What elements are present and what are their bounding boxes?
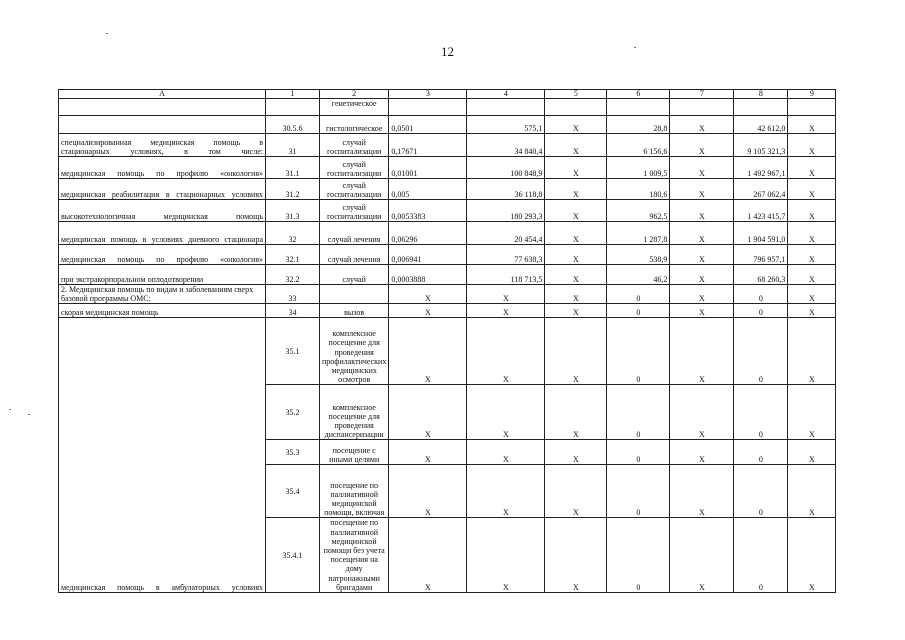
cell-c3 bbox=[389, 99, 467, 116]
table-row bbox=[59, 200, 836, 222]
cell-c2: комплексное посещение для проведения диспансеризации bbox=[320, 385, 389, 440]
cell-c9 bbox=[788, 99, 836, 116]
cell-c5: Х bbox=[545, 179, 607, 200]
cell-c9: Х bbox=[788, 318, 836, 385]
cell-c0: медицинская реабилитация в стационарных условиях bbox=[59, 179, 266, 200]
scan-speck bbox=[28, 414, 30, 415]
cell-c3: Х bbox=[389, 465, 467, 518]
cell-c2: случай лечения bbox=[320, 222, 389, 245]
cell-c5: Х bbox=[545, 134, 607, 157]
cell-c5: Х bbox=[545, 222, 607, 245]
cell-c1: 35.4.1 bbox=[266, 518, 320, 593]
cell-c9: Х bbox=[788, 440, 836, 465]
cell-c5: Х bbox=[545, 285, 607, 304]
cell-c7: Х bbox=[670, 116, 734, 134]
scan-speck bbox=[9, 409, 11, 410]
cell-c5: Х bbox=[545, 304, 607, 318]
table-row bbox=[59, 116, 836, 134]
column-number-row bbox=[59, 90, 836, 99]
cell-c9: Х bbox=[788, 245, 836, 265]
cell-c2: посещение по паллиативной медицинской помощи без учета посещения на дому патронажными бригадами bbox=[320, 518, 389, 593]
cell-c8: 1 904 591,0 bbox=[734, 222, 788, 245]
cell-c6: 46,2 bbox=[607, 265, 670, 285]
cell-c3: 0,005 bbox=[389, 179, 467, 200]
cell-c0: высокотехнологичная медицинская помощь bbox=[59, 200, 266, 222]
cell-c5 bbox=[545, 99, 607, 116]
cell-c8: 0 bbox=[734, 385, 788, 440]
cell-c4: 36 118,8 bbox=[467, 179, 545, 200]
cell-c8: 42 612,0 bbox=[734, 116, 788, 134]
cell-c5: Х bbox=[545, 200, 607, 222]
cell-c2: случай госпитализации bbox=[320, 179, 389, 200]
cell-c6: 0 bbox=[607, 518, 670, 593]
cell-c1 bbox=[266, 99, 320, 116]
ambulatory-label: медицинская помощь в амбулаторных условиях bbox=[59, 318, 266, 593]
cell-c8: 0 bbox=[734, 304, 788, 318]
cell-c9: Х bbox=[788, 179, 836, 200]
cell-c1: 31.2 bbox=[266, 179, 320, 200]
cell-c3: Х bbox=[389, 318, 467, 385]
cell-c3: Х bbox=[389, 518, 467, 593]
cell-c1: 35.2 bbox=[266, 385, 320, 440]
cell-c8 bbox=[734, 99, 788, 116]
cell-c1: 30.5.6 bbox=[266, 116, 320, 134]
cell-c3: 0,0003888 bbox=[389, 265, 467, 285]
cell-c2: посещение по паллиативной медицинской помощи, включая bbox=[320, 465, 389, 518]
cell-c8: 0 bbox=[734, 285, 788, 304]
cell-c1: 35.3 bbox=[266, 440, 320, 465]
column-header-2: 2 bbox=[320, 90, 389, 99]
cell-c7: Х bbox=[670, 385, 734, 440]
cell-c1: 32.1 bbox=[266, 245, 320, 265]
cell-c2: посещение с иными целями bbox=[320, 440, 389, 465]
cell-c8: 0 bbox=[734, 440, 788, 465]
cell-c5: Х bbox=[545, 440, 607, 465]
cell-c4: Х bbox=[467, 465, 545, 518]
table-row bbox=[59, 134, 836, 157]
column-header-1: 1 bbox=[266, 90, 320, 99]
cell-c2 bbox=[320, 285, 389, 304]
cell-c2: случай bbox=[320, 265, 389, 285]
cell-c6: 0 bbox=[607, 304, 670, 318]
cell-c6: 0 bbox=[607, 285, 670, 304]
cell-c6: 28,8 bbox=[607, 116, 670, 134]
cell-c0 bbox=[59, 116, 266, 134]
column-header-5: 5 bbox=[545, 90, 607, 99]
cell-c5: Х bbox=[545, 518, 607, 593]
cell-c6: 0 bbox=[607, 440, 670, 465]
cell-c4: Х bbox=[467, 318, 545, 385]
cell-c9: Х bbox=[788, 265, 836, 285]
cell-c9: Х bbox=[788, 157, 836, 179]
data-table bbox=[58, 89, 836, 593]
cell-c4: Х bbox=[467, 518, 545, 593]
cell-c7: Х bbox=[670, 134, 734, 157]
cell-c6: 1 009,5 bbox=[607, 157, 670, 179]
cell-c6: 0 bbox=[607, 465, 670, 518]
cell-c6: 180,6 bbox=[607, 179, 670, 200]
cell-c4: 575,1 bbox=[467, 116, 545, 134]
cell-c7: Х bbox=[670, 518, 734, 593]
cell-c6: 0 bbox=[607, 318, 670, 385]
page-number: 12 bbox=[441, 44, 454, 59]
table-row bbox=[59, 245, 836, 265]
cell-c3: Х bbox=[389, 440, 467, 465]
cell-c1: 35.4 bbox=[266, 465, 320, 518]
table-row bbox=[59, 222, 836, 245]
table-row bbox=[59, 265, 836, 285]
cell-c4: 34 840,4 bbox=[467, 134, 545, 157]
cell-c7: Х bbox=[670, 222, 734, 245]
cell-c2: случай лечения bbox=[320, 245, 389, 265]
cell-c9: Х bbox=[788, 304, 836, 318]
scan-speck bbox=[106, 33, 108, 34]
cell-c1: 34 bbox=[266, 304, 320, 318]
cell-c3: Х bbox=[389, 304, 467, 318]
column-header-7: 7 bbox=[670, 90, 734, 99]
cell-c3: 0,01001 bbox=[389, 157, 467, 179]
cell-c4: 20 454,4 bbox=[467, 222, 545, 245]
cell-c3: Х bbox=[389, 285, 467, 304]
cell-c4: 100 848,9 bbox=[467, 157, 545, 179]
cell-c7: Х bbox=[670, 285, 734, 304]
cell-c4: 77 638,3 bbox=[467, 245, 545, 265]
cell-c4: Х bbox=[467, 285, 545, 304]
cell-c1: 31.1 bbox=[266, 157, 320, 179]
cell-c1: 31.3 bbox=[266, 200, 320, 222]
cell-c5: Х bbox=[545, 265, 607, 285]
cell-c6: 962,5 bbox=[607, 200, 670, 222]
cell-c2: вызов bbox=[320, 304, 389, 318]
cell-c1: 32 bbox=[266, 222, 320, 245]
cell-c9: Х bbox=[788, 465, 836, 518]
cell-c4: Х bbox=[467, 304, 545, 318]
cell-c8: 68 260,3 bbox=[734, 265, 788, 285]
column-header-8: 8 bbox=[734, 90, 788, 99]
cell-c3: 0,17671 bbox=[389, 134, 467, 157]
cell-c7: Х bbox=[670, 179, 734, 200]
cell-c9: Х bbox=[788, 200, 836, 222]
cell-c1: 33 bbox=[266, 285, 320, 304]
cell-c2: случай госпитализации bbox=[320, 157, 389, 179]
cell-c3: 0,0501 bbox=[389, 116, 467, 134]
cell-c8: 0 bbox=[734, 465, 788, 518]
cell-c5: Х bbox=[545, 465, 607, 518]
cell-c0: 2. Медицинская помощь по видам и заболеваниям сверх базовой программы ОМС: bbox=[59, 285, 266, 304]
cell-c4: Х bbox=[467, 385, 545, 440]
cell-c5: Х bbox=[545, 385, 607, 440]
scan-speck bbox=[634, 47, 636, 48]
cell-c6: 538,9 bbox=[607, 245, 670, 265]
cell-c7: Х bbox=[670, 304, 734, 318]
cell-c7: Х bbox=[670, 245, 734, 265]
cell-c3: 0,06296 bbox=[389, 222, 467, 245]
cell-c7: Х bbox=[670, 157, 734, 179]
cell-c2: случай госпитализации bbox=[320, 200, 389, 222]
cell-c9: Х bbox=[788, 134, 836, 157]
column-header-6: 6 bbox=[607, 90, 670, 99]
cell-c2: комплексное посещение для проведения профилактических медицинских осмотров bbox=[320, 318, 389, 385]
cell-c1: 32.2 bbox=[266, 265, 320, 285]
cell-c7 bbox=[670, 99, 734, 116]
cell-c9: Х bbox=[788, 222, 836, 245]
cell-c2: случай госпитализации bbox=[320, 134, 389, 157]
cell-c0: при экстракорпоральном оплодотворении bbox=[59, 265, 266, 285]
column-header-0: А bbox=[59, 90, 266, 99]
cell-c5: Х bbox=[545, 116, 607, 134]
table-row bbox=[59, 285, 836, 304]
table-row bbox=[59, 318, 836, 385]
cell-c8: 796 957,1 bbox=[734, 245, 788, 265]
cell-c8: 9 105 321,3 bbox=[734, 134, 788, 157]
cell-c1: 31 bbox=[266, 134, 320, 157]
cell-c2: гистологическое bbox=[320, 116, 389, 134]
cell-c5: Х bbox=[545, 318, 607, 385]
cell-c0: скорая медицинская помощь bbox=[59, 304, 266, 318]
cell-c4: Х bbox=[467, 440, 545, 465]
cell-c2: генетическое bbox=[320, 99, 389, 116]
cell-c7: Х bbox=[670, 265, 734, 285]
cell-c4: 180 293,3 bbox=[467, 200, 545, 222]
column-header-3: 3 bbox=[389, 90, 467, 99]
cell-c9: Х bbox=[788, 285, 836, 304]
cell-c1: 35.1 bbox=[266, 318, 320, 385]
table-row bbox=[59, 179, 836, 200]
table-body bbox=[59, 90, 836, 593]
cell-c6: 1 287,8 bbox=[607, 222, 670, 245]
cell-c4: 118 713,5 bbox=[467, 265, 545, 285]
cell-c8: 1 423 415,7 bbox=[734, 200, 788, 222]
cell-c3: Х bbox=[389, 385, 467, 440]
cell-c6 bbox=[607, 99, 670, 116]
cell-c0: медицинская помощь по профилю «онкология» bbox=[59, 245, 266, 265]
cell-c9: Х bbox=[788, 518, 836, 593]
table-row bbox=[59, 99, 836, 116]
cell-c7: Х bbox=[670, 440, 734, 465]
cell-c5: Х bbox=[545, 157, 607, 179]
cell-c0: специализированная медицинская помощь в стационарных условиях, в том числе: bbox=[59, 134, 266, 157]
cell-c8: 1 492 967,1 bbox=[734, 157, 788, 179]
cell-c4 bbox=[467, 99, 545, 116]
table-row bbox=[59, 157, 836, 179]
cell-c6: 0 bbox=[607, 385, 670, 440]
cell-c3: 0,0053383 bbox=[389, 200, 467, 222]
cell-c3: 0,006941 bbox=[389, 245, 467, 265]
cell-c7: Х bbox=[670, 200, 734, 222]
cell-c9: Х bbox=[788, 385, 836, 440]
column-header-4: 4 bbox=[467, 90, 545, 99]
table-row bbox=[59, 304, 836, 318]
cell-c0: медицинская помощь в условиях дневного стационара bbox=[59, 222, 266, 245]
cell-c5: Х bbox=[545, 245, 607, 265]
cell-c9: Х bbox=[788, 116, 836, 134]
column-header-9: 9 bbox=[788, 90, 836, 99]
cell-c0: медицинская помощь по профилю «онкология» bbox=[59, 157, 266, 179]
cell-c7: Х bbox=[670, 465, 734, 518]
cell-c8: 0 bbox=[734, 518, 788, 593]
cell-c7: Х bbox=[670, 318, 734, 385]
cell-c0 bbox=[59, 99, 266, 116]
cell-c6: 6 156,6 bbox=[607, 134, 670, 157]
cell-c8: 267 062,4 bbox=[734, 179, 788, 200]
cell-c8: 0 bbox=[734, 318, 788, 385]
